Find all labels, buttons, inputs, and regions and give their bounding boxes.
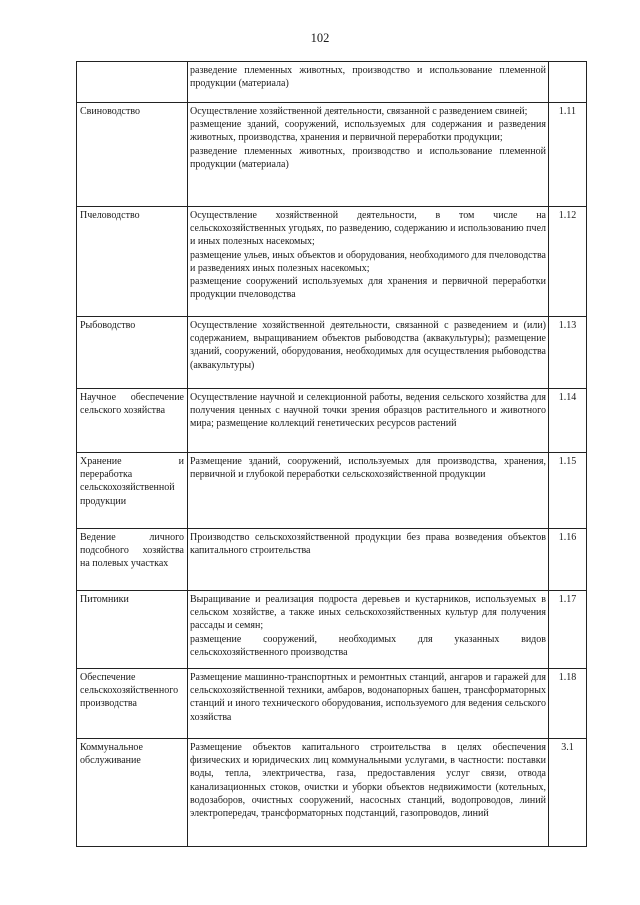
description-paragraph: Осуществление хозяйственной деятельности, связанной с разведением и (или) содержанием, выращиванием объектов рыбоводства (аквакультуры); размещение зданий, сооружений, оборудования, необходимых для осуществления рыбоводства (аквакультуры) (190, 320, 546, 371)
land-use-table (76, 61, 587, 847)
land-use-name-cell: Научное обеспечение сельского хозяйства (77, 389, 188, 453)
table-row (77, 389, 587, 453)
land-use-name-cell: Рыбоводство (77, 317, 188, 389)
land-use-name-cell: Коммунальное обслуживание (77, 739, 188, 847)
land-use-description-cell (188, 591, 549, 669)
land-use-code-cell: 1.17 (549, 591, 587, 669)
table-row (77, 591, 587, 669)
description-paragraph: Осуществление хозяйственной деятельности, в том числе на сельскохозяйственных угодьях, по разведению, содержанию и использованию пчел и иных полезных насекомых; (190, 210, 546, 248)
description-paragraph: разведение племенных животных, производство и использование племенной продукции (материала) (190, 65, 546, 90)
land-use-code-cell: 1.14 (549, 389, 587, 453)
description-paragraph: размещение сооружений, необходимых для указанных видов сельскохозяйственного производства (190, 633, 546, 658)
land-use-description-cell (188, 62, 549, 103)
table-row (77, 317, 587, 389)
land-use-description-cell (188, 103, 549, 207)
land-use-description-cell (188, 529, 549, 591)
land-use-name-cell: Хранение и переработка сельскохозяйственной продукции (77, 453, 188, 529)
land-use-code-cell: 1.12 (549, 207, 587, 317)
land-use-code-cell: 1.13 (549, 317, 587, 389)
land-use-name-cell: Пчеловодство (77, 207, 188, 317)
description-paragraph: Размещение машинно-транспортных и ремонтных станций, ангаров и гаражей для сельскохозяйственной техники, амбаров, водонапорных башен, трансформаторных станций и иного технического оборудования, используемого для ведения сельского хозяйства (190, 672, 546, 723)
page-number: 102 (310, 31, 330, 45)
land-use-name-cell: Ведение личного подсобного хозяйства на полевых участках (77, 529, 188, 591)
table-row (77, 529, 587, 591)
land-use-name-cell (77, 62, 188, 103)
land-use-code-cell (549, 62, 587, 103)
land-use-code-cell: 1.18 (549, 669, 587, 739)
table-row (77, 453, 587, 529)
land-use-code-cell: 3.1 (549, 739, 587, 847)
land-use-description-cell (188, 739, 549, 847)
land-use-name-cell: Свиноводство (77, 103, 188, 207)
land-use-code-cell: 1.15 (549, 453, 587, 529)
table-row (77, 669, 587, 739)
land-use-name-cell: Питомники (77, 591, 188, 669)
land-use-description-cell (188, 453, 549, 529)
description-paragraph: разведение племенных животных, производство и использование племенной продукции (материала) (190, 145, 546, 170)
land-use-code-cell: 1.11 (549, 103, 587, 207)
land-use-name-cell: Обеспечение сельскохозяйственного производства (77, 669, 188, 739)
description-paragraph: Размещение зданий, сооружений, используемых для производства, хранения, первичной и глубокой переработки сельскохозяйственной продукции (190, 456, 546, 481)
table-row (77, 62, 587, 103)
description-paragraph: размещение зданий, сооружений, используемых для содержания и разведения животных, производства, хранения и первичной переработки продукции; (190, 119, 546, 144)
land-use-description-cell (188, 389, 549, 453)
description-paragraph: размещение сооружений используемых для хранения и первичной переработки продукции пчеловодства (190, 276, 546, 301)
table-body (77, 62, 587, 847)
description-paragraph: Размещение объектов капитального строительства в целях обеспечения физических и юридических лиц коммунальными услугами, в частности: поставки воды, тепла, электричества, газа, предоставления услуг связи, отвода канализационных стоков, очистки и уборки объектов недвижимости (котельных, водозаборов, очистных сооружений, насосных станций, водопроводов, линий электропередач, трансформаторных подстанций, газопроводов, линий (190, 742, 546, 820)
land-use-description-cell (188, 669, 549, 739)
description-paragraph: Осуществление хозяйственной деятельности, связанной с разведением свиней; (190, 106, 528, 117)
description-paragraph: размещение ульев, иных объектов и оборудования, необходимого для пчеловодства и разведениях иных полезных насекомых; (190, 249, 546, 274)
land-use-description-cell (188, 317, 549, 389)
table-row (77, 739, 587, 847)
description-paragraph: Производство сельскохозяйственной продукции без права возведения объектов капитального строительства (190, 532, 546, 557)
land-use-description-cell (188, 207, 549, 317)
land-use-code-cell: 1.16 (549, 529, 587, 591)
table-row (77, 103, 587, 207)
table-row (77, 207, 587, 317)
description-paragraph: Осуществление научной и селекционной работы, ведения сельского хозяйства для получения ценных с научной точки зрения образцов растительного и животного мира; размещение коллекций генетических ресурсов растений (190, 392, 546, 430)
description-paragraph: Выращивание и реализация подроста деревьев и кустарников, используемых в сельском хозяйстве, а также иных сельскохозяйственных культур для получения рассады и семян; (190, 594, 546, 632)
